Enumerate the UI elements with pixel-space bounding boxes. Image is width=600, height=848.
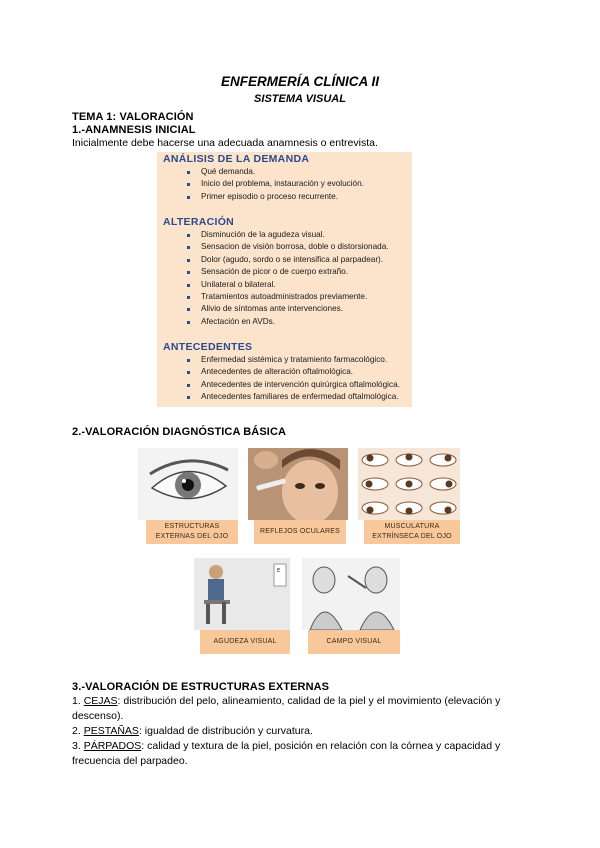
item-text: : igualdad de distribución y curvatura. <box>138 725 313 737</box>
section3-item-parpados <box>72 739 532 769</box>
section1-text: Inicialmente debe hacerse una adecuada anamnesis o entrevista. <box>72 137 378 149</box>
figure-musculatura <box>358 448 460 548</box>
panel-section-title: ANÁLISIS DE LA DEMANDA <box>163 153 310 165</box>
panel-list-item: Sensacion de visión borrosa, doble o distorsionada. <box>163 241 411 253</box>
panel-list-item: Antecedentes de intervención quirúrgica oftalmológica. <box>163 379 411 391</box>
panel-list-item: Primer episodio o proceso recurrente. <box>163 191 411 203</box>
panel-list-item: Sensación de picor o de cuerpo extraño. <box>163 266 411 278</box>
panel-list-item: Unilateral o bilateral. <box>163 279 411 291</box>
panel-list-demanda <box>163 166 411 203</box>
anamnesis-panel <box>157 152 412 407</box>
panel-list-item: Afectación en AVDs. <box>163 316 411 328</box>
panel-list-item: Disminución de la agudeza visual. <box>163 229 411 241</box>
panel-list-alteracion <box>163 229 411 328</box>
item-term: CEJAS <box>83 695 118 707</box>
item-number: 1. <box>72 695 81 707</box>
section3-item-pestanas <box>72 724 532 739</box>
item-text: : distribución del pelo, alineamiento, calidad de la piel y el movimiento (elevación y descenso). <box>72 695 501 722</box>
panel-section-title: ANTECEDENTES <box>163 341 253 353</box>
section3-heading: 3.-VALORACIÓN DE ESTRUCTURAS EXTERNAS <box>72 681 330 693</box>
figure-estructuras <box>138 448 238 548</box>
document-title: ENFERMERÍA CLÍNICA II <box>221 74 379 89</box>
panel-list-item: Qué demanda. <box>163 166 411 178</box>
panel-list-item: Dolor (agudo, sordo o se intensifica al parpadear). <box>163 254 411 266</box>
document-subtitle: SISTEMA VISUAL <box>254 93 346 105</box>
caption-estructuras: ESTRUCTURAS EXTERNAS DEL OJO <box>146 520 238 544</box>
item-number: 3. <box>72 740 81 752</box>
panel-list-item: Antecedentes familiares de enfermedad oftalmológica. <box>163 391 411 403</box>
panel-list-antecedentes <box>163 354 411 404</box>
panel-list-item: Antecedentes de alteración oftalmológica. <box>163 366 411 378</box>
figure-campo <box>302 558 400 658</box>
figure-reflejos <box>248 448 348 548</box>
acuity-test-photo <box>194 558 290 630</box>
visual-field-illustration <box>302 558 400 630</box>
svg-text:E: E <box>277 568 281 574</box>
section2-heading: 2.-VALORACIÓN DIAGNÓSTICA BÁSICA <box>72 426 287 438</box>
caption-musculatura: MUSCULATURA EXTRÍNSECA DEL OJO <box>364 520 460 544</box>
panel-list-item: Alivio de síntomas ante intervenciones. <box>163 303 411 315</box>
eye-illustration <box>138 448 238 520</box>
item-text: : calidad y textura de la piel, posición en relación con la córnea y capacidad y frecuencia del parpadeo. <box>72 740 501 767</box>
caption-reflejos: REFLEJOS OCULARES <box>254 520 346 544</box>
item-number: 2. <box>72 725 81 737</box>
panel-section-title: ALTERACIÓN <box>163 216 235 228</box>
section3-item-cejas <box>72 694 532 724</box>
reflex-test-photo <box>248 448 348 520</box>
caption-agudeza: AGUDEZA VISUAL <box>200 630 290 654</box>
section1-heading: 1.-ANAMNESIS INICIAL <box>72 124 196 136</box>
item-term: PÁRPADOS <box>83 740 142 752</box>
caption-campo: CAMPO VISUAL <box>308 630 400 654</box>
panel-list-item: Tratamientos autoadministrados previamente. <box>163 291 411 303</box>
tema-heading: TEMA 1: VALORACIÓN <box>72 111 194 123</box>
panel-list-item: Enfermedad sistémica y tratamiento farmacológico. <box>163 354 411 366</box>
figure-agudeza <box>194 558 290 658</box>
eye-movement-grid <box>358 448 460 520</box>
item-term: PESTAÑAS <box>83 725 139 737</box>
panel-list-item: Inicio del problema, instauración y evolución. <box>163 178 411 190</box>
